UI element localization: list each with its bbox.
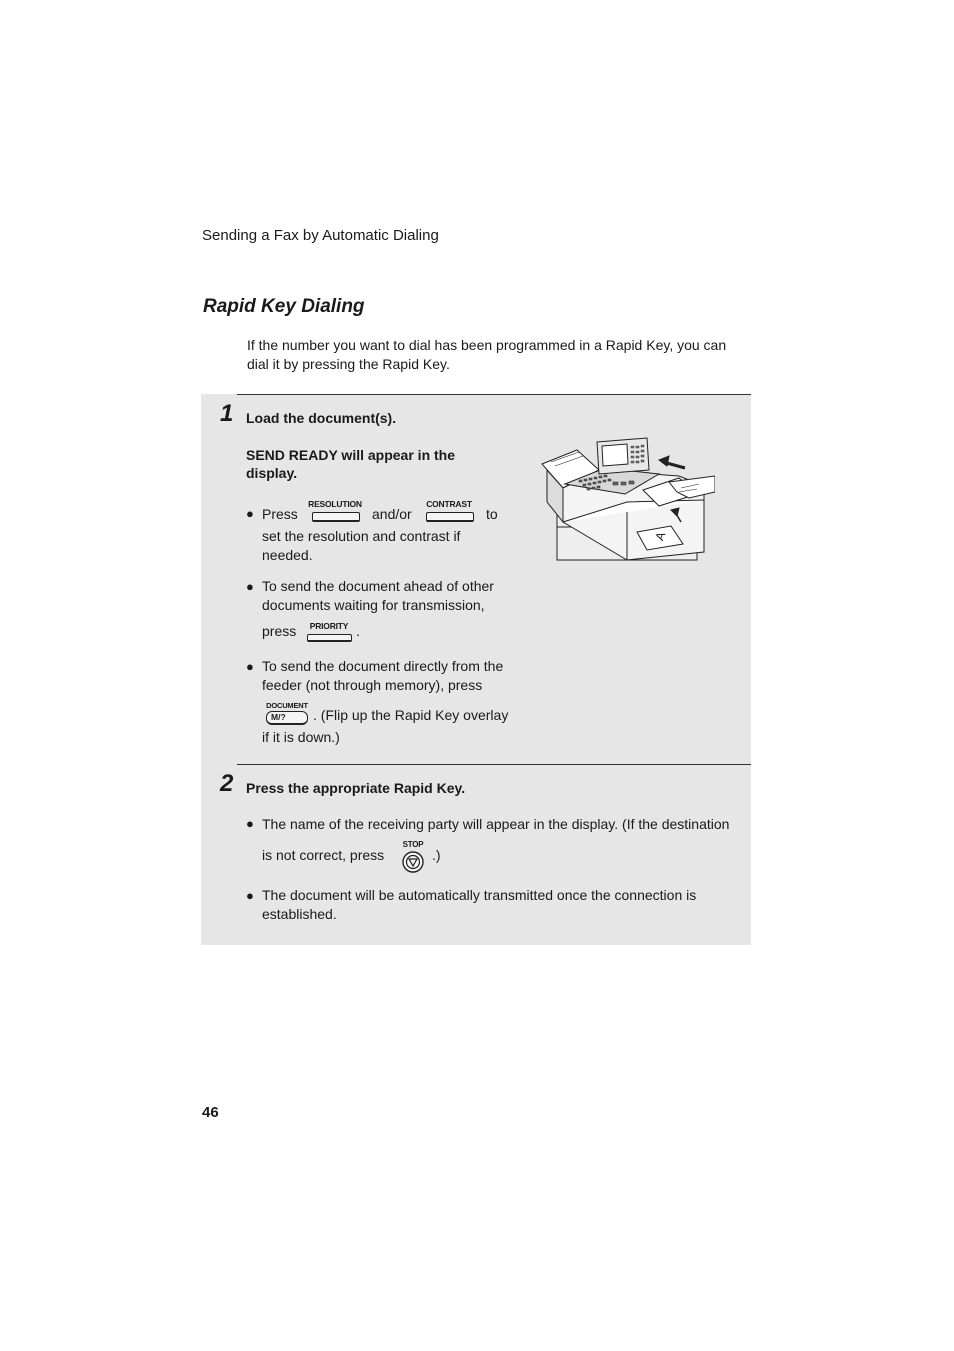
stop-key-label: STOP: [402, 840, 424, 849]
step2-heading: Press the appropriate Rapid Key.: [246, 780, 466, 796]
priority-key-label: PRIORITY: [309, 621, 349, 631]
resolution-key-button[interactable]: [312, 512, 360, 522]
press-text: Press: [262, 506, 298, 522]
step2-bullet2-text: [262, 886, 696, 923]
resolution-key[interactable]: [307, 499, 363, 522]
step2-bullet1-line-1: The name of the receiving party will appear in the display. (If the destination: [262, 816, 730, 832]
page-number: 46: [202, 1104, 219, 1121]
step1-divider: [237, 394, 751, 395]
bullet3-line-4: if it is down.): [262, 729, 340, 745]
bullet3-line-2: feeder (not through memory), press: [262, 676, 483, 693]
document-key[interactable]: [266, 701, 308, 725]
section-title: Rapid Key Dialing: [203, 296, 365, 317]
bullet3-text: [262, 657, 503, 694]
step2-bullet2-line-1: The document will be automatically transmitted once the connection is: [262, 887, 697, 903]
fax-machine-illustration: [539, 432, 715, 562]
intro-line-1: If the number you want to dial has been programmed in a Rapid Key, you can: [247, 337, 727, 353]
bullet1-continuation: [262, 527, 460, 564]
andor-text: and/or: [372, 506, 412, 522]
step1-heading: Load the document(s).: [246, 410, 397, 426]
bullet2-line-2: documents waiting for transmission,: [262, 596, 485, 613]
step2-bullet1-line-2: is not correct, press: [262, 847, 385, 863]
contrast-key[interactable]: [421, 499, 477, 522]
step1-note: [246, 447, 455, 482]
bullet-dot: ●: [246, 579, 254, 594]
bullet3-line-1: To send the document directly from the: [262, 658, 504, 674]
bullet-dot: ●: [246, 816, 254, 831]
bullet3-after-key: . (Flip up the Rapid Key overlay: [313, 707, 509, 723]
stop-key[interactable]: [399, 840, 427, 878]
document-key-button[interactable]: M/?: [266, 711, 308, 725]
bullet2-text: [262, 577, 494, 614]
priority-key-button[interactable]: [307, 634, 352, 642]
step-number-2: 2: [220, 770, 234, 797]
to-text: to: [486, 506, 498, 522]
stop-key-button[interactable]: [399, 849, 427, 873]
step1-note-line-1: SEND READY will appear in the: [246, 447, 456, 463]
step-number-1: 1: [220, 400, 234, 427]
step1-note-line-2: display.: [246, 464, 298, 481]
bullet2-period: .: [356, 623, 360, 639]
contrast-key-label: CONTRAST: [426, 499, 472, 509]
bullet1-line-2: set the resolution and contrast if: [262, 528, 461, 544]
contrast-key-button[interactable]: [426, 512, 474, 522]
bullet-dot: ●: [246, 506, 254, 521]
document-key-label: DOCUMENT: [266, 701, 308, 710]
bullet-dot: ●: [246, 659, 254, 674]
running-header: Sending a Fax by Automatic Dialing: [202, 227, 439, 244]
step2-bullet1-end: .): [432, 847, 441, 863]
bullet1-line-3: needed.: [262, 546, 313, 563]
intro-paragraph: [247, 336, 747, 373]
bullet-dot: ●: [246, 888, 254, 903]
doc-letter: A: [652, 530, 669, 543]
step2-divider: [237, 764, 751, 765]
bullet2-press-text: press: [262, 623, 297, 639]
bullet2-line-1: To send the document ahead of other: [262, 578, 494, 594]
intro-line-2: dial it by pressing the Rapid Key.: [247, 355, 450, 372]
resolution-key-label: RESOLUTION: [308, 499, 362, 509]
priority-key[interactable]: [305, 621, 353, 642]
step2-bullet2-line-2: established.: [262, 905, 337, 922]
